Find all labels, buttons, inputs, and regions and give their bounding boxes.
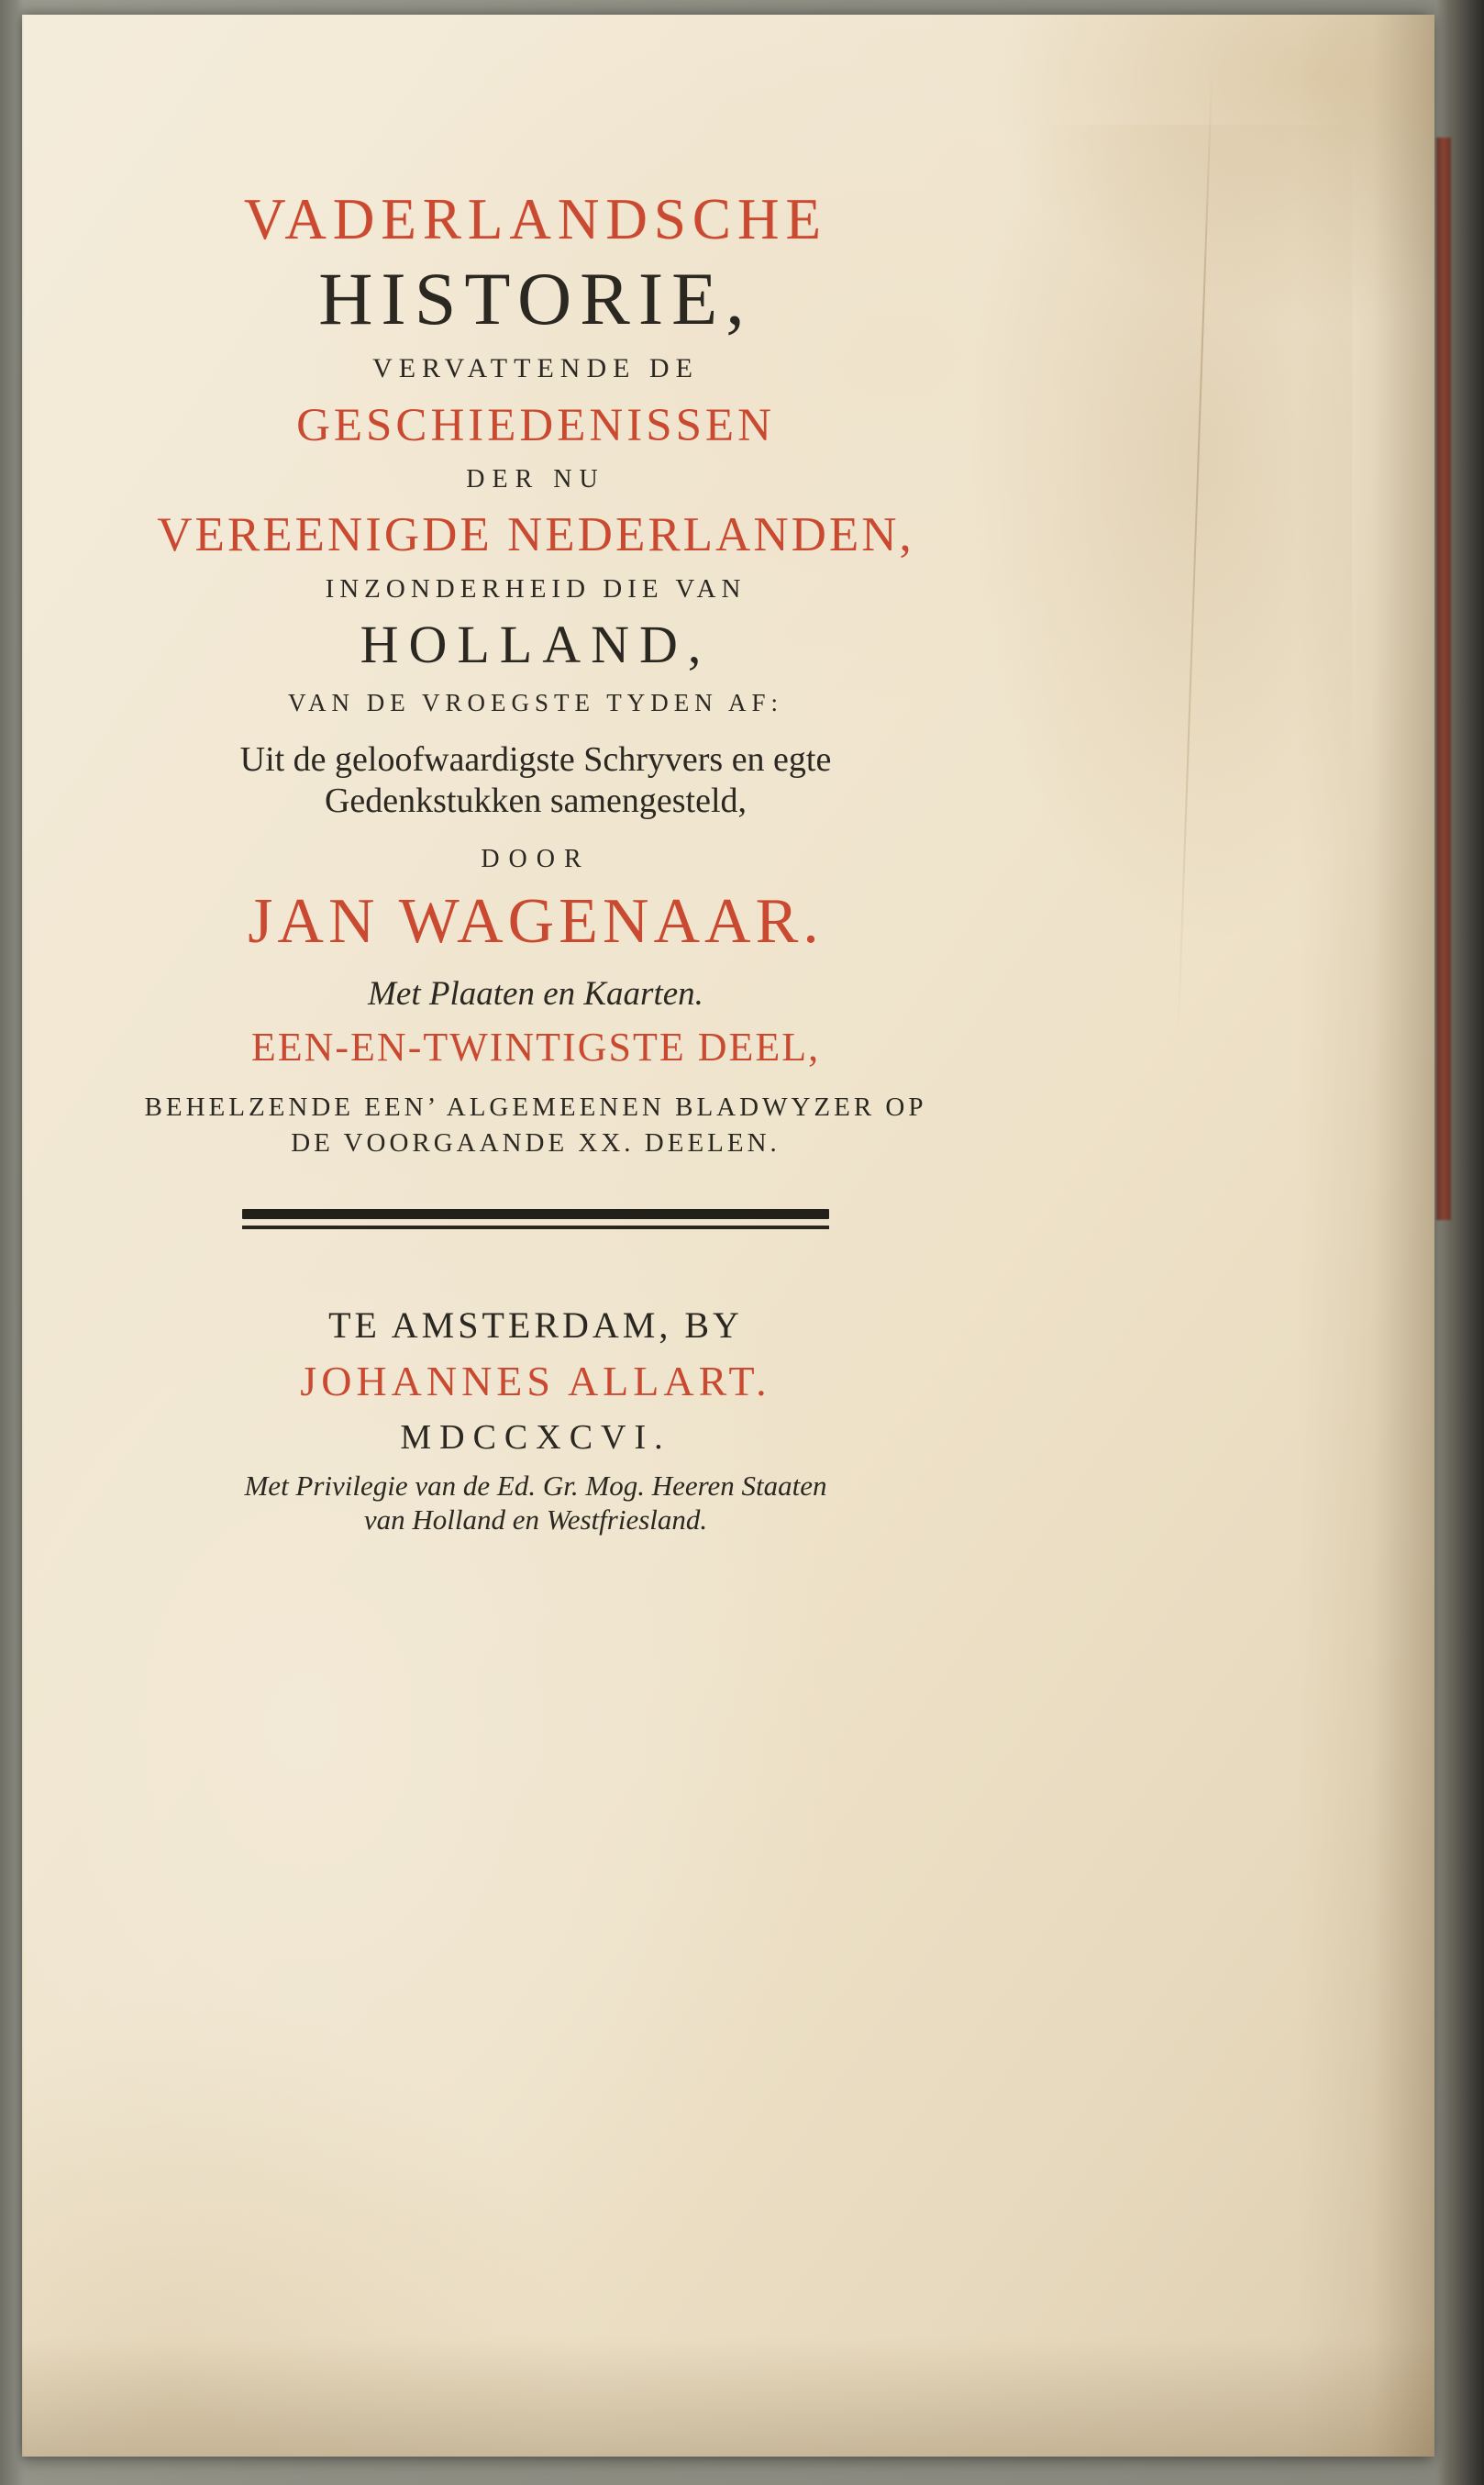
imprint-block (22, 1306, 1049, 1537)
printers-rule (242, 1209, 829, 1229)
title-line-vereenigde-nederlanden: VEREENIGDE NEDERLANDEN, (157, 508, 914, 562)
title-line-inzonderheid-die-van: INZONDERHEID DIE VAN (325, 574, 747, 605)
title-line-der-nu: DER NU (466, 464, 605, 494)
author-name: JAN WAGENAAR. (248, 885, 824, 957)
rule-thick-bar (242, 1209, 829, 1219)
imprint-publisher: JOHANNES ALLART. (300, 1358, 771, 1405)
contents-note-line-2: DE VOORGAANDE XX. DEELEN. (291, 1127, 781, 1158)
left-board-edge (0, 0, 24, 2485)
privilege-line-2: van Holland en Westfriesland. (363, 1503, 708, 1536)
title-line-historie: HISTORIE, (318, 256, 753, 340)
title-line-met-plaaten-en-kaarten: Met Plaaten en Kaarten. (368, 974, 703, 1013)
paper-crease (1178, 70, 1213, 1032)
title-line-uit-de-geloofwaardigste: Uit de geloofwaardigste Schryvers en egte (239, 740, 832, 780)
page-shadow-right (1297, 15, 1434, 2457)
title-line-van-de-vroegste-tyden-af: VAN DE VROEGSTE TYDEN AF: (287, 688, 784, 716)
title-page (22, 15, 1434, 2457)
page-shadow-bottom (22, 2337, 1434, 2457)
contents-note-line-1: BEHELZENDE EEN’ ALGEMEENEN BLADWYZER OP (144, 1092, 927, 1122)
title-line-door: DOOR (481, 844, 591, 873)
title-line-vervattende-de: VERVATTENDE DE (372, 352, 699, 383)
volume-statement: EEN-EN-TWINTIGSTE DEEL, (250, 1024, 821, 1070)
title-line-vaderlandsche: VADERLANDSCHE (244, 187, 827, 251)
rule-thin-bar (242, 1226, 829, 1229)
title-line-gedenkstukken-samengesteld: Gedenkstukken samengesteld, (324, 782, 748, 820)
title-line-geschiedenissen: GESCHIEDENISSEN (296, 400, 775, 452)
imprint-place: TE AMSTERDAM, BY (328, 1304, 743, 1346)
paper-stain-bottom-left (22, 1980, 591, 2457)
privilege-line-1: Met Privilegie van de Ed. Gr. Mog. Heeren Staaten (244, 1470, 827, 1503)
title-line-holland: HOLLAND, (360, 615, 712, 675)
title-text-block (22, 189, 1049, 1537)
imprint-year: MDCCXCVI. (400, 1417, 671, 1457)
book-edge-red-stain (1436, 138, 1451, 1220)
